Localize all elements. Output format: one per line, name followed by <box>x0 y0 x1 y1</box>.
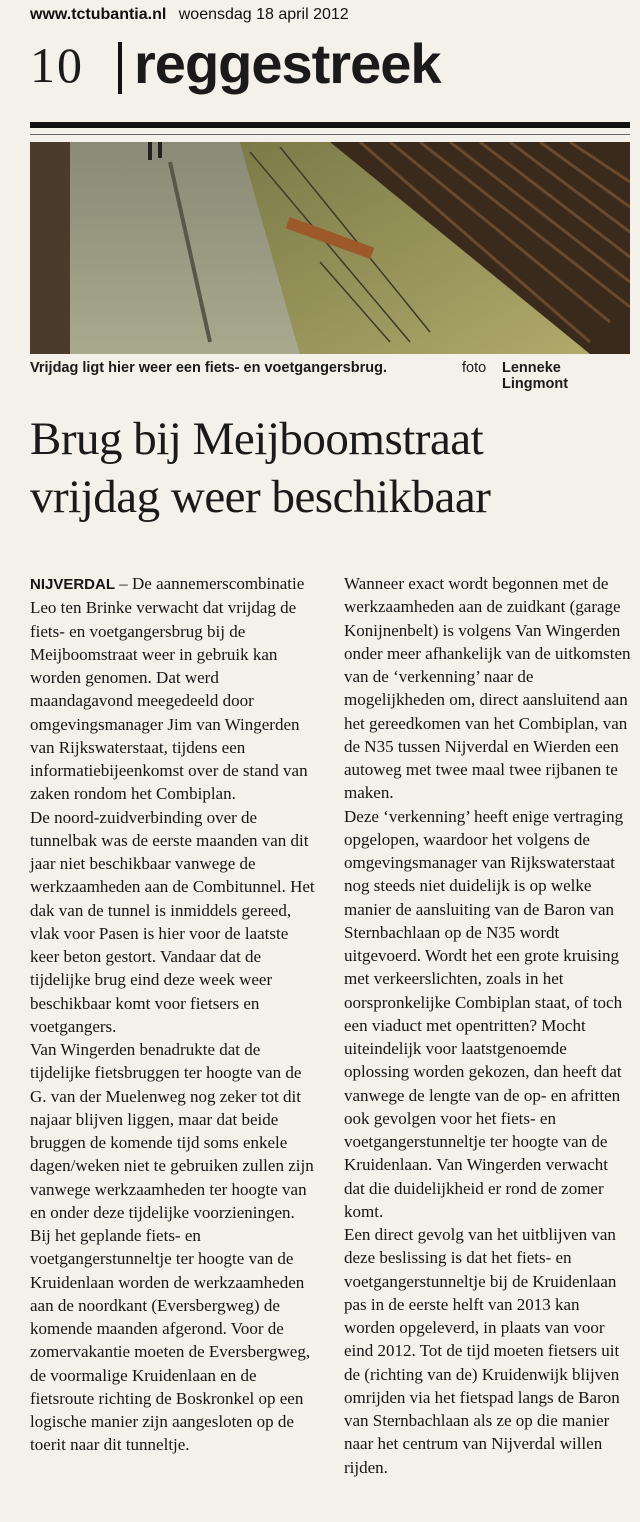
headline-line-1: Brug bij Meijboomstraat <box>30 413 484 465</box>
photo-caption <box>30 360 630 392</box>
article-column-left <box>30 572 318 1457</box>
paragraph: Bij het geplande fiets- en voetgangerstunneltje ter hoogte van de Kruidenlaan worden de werkzaamheden aan de noordkant (Eversbergweg) de komende maanden afgerond. Voor de zomervakantie moeten de Eversbergweg, de voormalige Kruidenlaan en de fietsroute richting de Boskronkel op een logische manier zijn aangesloten op de toerit naar dit tunneltje. <box>30 1226 311 1455</box>
dateline: NIJVERDAL <box>30 576 116 593</box>
section-header <box>30 30 630 100</box>
paragraph: Wanneer exact wordt begonnen met de werkzaamheden aan de zuidkant (garage Konijnenbelt) is volgens Van Wingerden onder meer afhankelijk van de uitkomsten van de ‘verkenning’ naar de mogelijkheden om, direct aansluitend aan het gereedkomen van het Combiplan, van de N35 tussen Nijverdal en Wierden een autoweg met twee maal twee rijbanen te maken. <box>344 574 631 803</box>
paragraph: De noord-zuidverbinding over de tunnelbak was de eerste maanden van dit jaar niet beschikbaar vanwege de werkzaamheden aan de Combitunnel. Het dak van de tunnel is inmiddels gereed, vlak voor Pasen is hier voor de laatste keer beton gestort. Vandaar dat de tijdelijke brug eind deze week weer beschikbaar komt voor fietsers en voetgangers. <box>30 807 315 1036</box>
paragraph: Van Wingerden benadrukte dat de tijdelijke fietsbruggen ter hoogte van de G. van der Muelenweg nog zeker tot dit najaar blijven liggen, maar dat beide bruggen de komende tijd soms enkele dagen/weken niet te gebruiken zullen zijn vanwege werkzaamheden ter hoogte van en onder deze tijdelijke voorzieningen. <box>30 1040 314 1222</box>
construction-site-image <box>30 142 630 354</box>
page-number: 10 <box>30 37 84 93</box>
paragraph: Een direct gevolg van het uitblijven van deze beslissing is dat het fiets- en voetgangerstunneltje bij de Kruidenlaan pas in de eerste helft van 2013 kan worden opgeleverd, in plaats van voor eind 2012. Tot de tijd moeten fietsers uit de (richting van de) Kruidenwijk blijven omrijden via het fietspad langs de Baron van Sternbachlaan als ze op die manier naar het centrum van Nijverdal willen rijden. <box>344 1225 620 1477</box>
caption-text: Vrijdag ligt hier weer een fiets- en voetgangersbrug. <box>30 360 387 376</box>
photo-credit-label: foto <box>462 360 487 376</box>
publication-date: woensdag 18 april 2012 <box>178 6 349 23</box>
article-column-right <box>344 572 632 1479</box>
site-url: www.tctubantia.nl <box>30 6 167 23</box>
photo-credit-name: Lenneke Lingmont <box>502 360 569 392</box>
masthead-line <box>30 6 630 30</box>
paragraph <box>30 572 318 806</box>
paragraph-text: De aannemerscombinatie Leo ten Brinke verwacht dat vrijdag de fiets- en voetgangersbrug bij de Meijboomstraat weer in gebruik kan worden genomen. Dat werd maandagavond meegedeeld door omgevingsmanager Jim van Wingerden van Rijkswaterstaat, tijdens een informatiebijeenkomst over de stand van zaken rondom het Combiplan. <box>30 574 308 804</box>
article-photo <box>30 142 630 354</box>
paragraph: Deze ‘verkenning’ heeft enige vertraging opgelopen, waardoor het volgens de omgevingsmanager van Rijkswaterstaat nog steeds niet duidelijk is op welke manier de aansluiting van de Baron van Sternbachlaan op de N35 wordt uitgevoerd. Wordt het een grote kruising met verkeerslichten, zoals in het oorspronkelijke Combiplan staat, of toch een viaduct met opentritten? Mocht uiteindelijk voor laatstgenoemde oplossing worden gekozen, dan heeft dat vanwege de lengte van de op- en afritten ook gevolgen voor het fiets- en voetgangerstunneltje ter hoogte van de Kruidenlaan. Van Wingerden verwacht dat die duidelijkheid er rond de zomer komt. <box>344 806 624 1221</box>
dateline-dash: – <box>115 574 133 593</box>
header-rule-thin <box>30 134 630 135</box>
section-title: reggestreek <box>134 32 441 95</box>
article-headline <box>30 410 630 526</box>
headline-line-2: vrijdag weer beschikbaar <box>30 471 491 523</box>
section-divider <box>118 42 122 94</box>
header-rule <box>30 122 630 128</box>
